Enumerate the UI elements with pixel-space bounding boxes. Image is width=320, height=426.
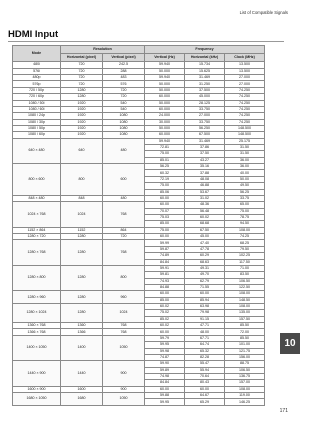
- horizontal-pixel-cell: 1280: [61, 304, 103, 323]
- clock-mhz-cell: 74.250: [225, 94, 265, 100]
- vertical-hz-cell: 59.89: [145, 367, 185, 373]
- clock-mhz-cell: 31.50: [225, 145, 265, 151]
- vertical-hz-cell: 85.00: [145, 297, 185, 303]
- vertical-hz-cell: 60.000: [145, 94, 185, 100]
- clock-mhz-cell: 108.00: [225, 227, 265, 233]
- horizontal-khz-cell: 62.79: [185, 278, 225, 284]
- vertical-pixel-cell: 1050: [103, 393, 145, 406]
- clock-mhz-cell: 74.250: [225, 113, 265, 119]
- horizontal-pixel-cell: 1920: [61, 125, 103, 131]
- vertical-pixel-cell: 480: [103, 195, 145, 201]
- mode-header: Mode: [13, 46, 61, 62]
- mode-cell: 1280 × 960: [13, 291, 61, 304]
- horizontal-khz-cell: 49.70: [185, 272, 225, 278]
- clock-mhz-cell: 74.250: [225, 119, 265, 125]
- clock-mhz-cell: 79.50: [225, 246, 265, 252]
- horizontal-khz-cell: 64.74: [185, 342, 225, 348]
- vertical-hz-cell: 50.000: [145, 81, 185, 87]
- mode-cell: 1280 × 800: [13, 265, 61, 290]
- clock-mhz-cell: 94.50: [225, 221, 265, 227]
- clock-mhz-cell: 156.00: [225, 354, 265, 360]
- horizontal-khz-cell: 47.71: [185, 323, 225, 329]
- vertical-pixel-cell: 720: [103, 234, 145, 240]
- vertical-hz-cell: 30.000: [145, 119, 185, 125]
- clock-mhz-cell: 157.00: [225, 380, 265, 386]
- horizontal-pixel-cell: 1440: [61, 361, 103, 386]
- horizontal-khz-cell: 43.27: [185, 157, 225, 163]
- vertical-hz-cell: 84.84: [145, 259, 185, 265]
- clock-mhz-cell: 148.500: [225, 132, 265, 138]
- vertical-pixel-cell: 960: [103, 291, 145, 304]
- page-header: List of Compatible Signals: [239, 10, 288, 15]
- clock-mhz-cell: 36.00: [225, 157, 265, 163]
- horizontal-khz-cell: 31.250: [185, 81, 225, 87]
- vertical-pixel-cell: 720: [103, 94, 145, 100]
- clock-mhz-cell: 117.50: [225, 259, 265, 265]
- vertical-pixel-cell: 480: [103, 138, 145, 163]
- vertical-hz-cell: 59.91: [145, 265, 185, 271]
- clock-mhz-cell: 88.75: [225, 361, 265, 367]
- mode-cell: 720 / 60p: [13, 94, 61, 100]
- mode-cell: 1280 × 720: [13, 234, 61, 240]
- mode-cell: 848 × 480: [13, 195, 61, 201]
- horizontal-khz-cell: 85.94: [185, 297, 225, 303]
- horizontal-khz-cell: 65.32: [185, 348, 225, 354]
- mode-cell: 1080 / 30p: [13, 119, 61, 125]
- vertical-hz-cell: 59.99: [145, 240, 185, 246]
- horizontal-pixel-cell: 720: [61, 68, 103, 74]
- mode-cell: 1360 × 768: [13, 323, 61, 329]
- vertical-pixel-cell: 1080: [103, 125, 145, 131]
- horizontal-khz-cell: 37.50: [185, 151, 225, 157]
- horizontal-khz-cell: 68.68: [185, 221, 225, 227]
- clock-mhz-cell: 106.50: [225, 278, 265, 284]
- clock-mhz-cell: 108.00: [225, 304, 265, 310]
- vertical-hz-cell: 59.940: [145, 138, 185, 144]
- vertical-pixel-cell: 1050: [103, 335, 145, 360]
- horizontal-pixel-cell: 1400: [61, 335, 103, 360]
- horizontal-pixel-cell: 640: [61, 138, 103, 163]
- vertical-pixel-cell: 768: [103, 323, 145, 329]
- clock-mhz-cell: 27.000: [225, 75, 265, 81]
- clock-mhz-cell: 157.50: [225, 316, 265, 322]
- clock-mhz-cell: 13.500: [225, 68, 265, 74]
- horizontal-pixel-cell: 1920: [61, 100, 103, 106]
- horizontal-khz-cell: 60.00: [185, 291, 225, 297]
- horizontal-khz-cell: 37.86: [185, 145, 225, 151]
- chapter-tab: [280, 333, 300, 354]
- title-divider: [8, 41, 284, 42]
- horizontal-khz-cell: 48.08: [185, 176, 225, 182]
- clock-mhz-cell: 65.00: [225, 202, 265, 208]
- horizontal-pixel-cell: 1920: [61, 113, 103, 119]
- horizontal-pixel-cell: 1280: [61, 291, 103, 304]
- clock-mhz-cell: 78.75: [225, 215, 265, 221]
- horizontal-khz-cell: 15.625: [185, 68, 225, 74]
- mode-cell: 1280 × 768: [13, 240, 61, 265]
- horizontal-khz-cell: 71.55: [185, 284, 225, 290]
- vertical-pixel-cell: 768: [103, 240, 145, 265]
- horizontal-pixel-cell: 1280: [61, 87, 103, 93]
- compatible-signals-table: [12, 45, 265, 406]
- horizontal-pixel-cell: 1280: [61, 265, 103, 290]
- horizontal-khz-cell: 27.000: [185, 113, 225, 119]
- vertical-hz-cell: 60.00: [145, 329, 185, 335]
- vertical-pixel-cell: 768: [103, 329, 145, 335]
- vertical-hz-cell: 74.87: [145, 354, 185, 360]
- horizontal-pixel-cell: 1152: [61, 227, 103, 233]
- vertical-hz-cell: 60.000: [145, 132, 185, 138]
- vertical-hz-cell: 85.06: [145, 189, 185, 195]
- horizontal-pixel-cell: 1280: [61, 240, 103, 265]
- clock-mhz-cell: 25.175: [225, 138, 265, 144]
- horizontal-khz-cell: 80.43: [185, 380, 225, 386]
- vertical-hz-cell: 72.19: [145, 176, 185, 182]
- mode-cell: 1080 / 60p: [13, 132, 61, 138]
- horizontal-pixel-cell: 1280: [61, 94, 103, 100]
- vertical-hz-cell: 59.98: [145, 348, 185, 354]
- clock-mhz-cell: 56.25: [225, 189, 265, 195]
- mode-cell: 1680 × 1050: [13, 393, 61, 406]
- mode-cell: 1366 × 768: [13, 329, 61, 335]
- vertical-hz-cell: 50.000: [145, 68, 185, 74]
- vertical-pixel-cell: 1024: [103, 304, 145, 323]
- mode-cell: 1024 × 768: [13, 202, 61, 227]
- clock-mhz-cell: 119.00: [225, 393, 265, 399]
- horizontal-pixel-cell: 1360: [61, 323, 103, 329]
- mode-cell: 640 × 480: [13, 138, 61, 163]
- vertical-hz-cell: 59.95: [145, 399, 185, 405]
- horizontal-khz-cell: 91.15: [185, 316, 225, 322]
- vertical-hz-cell: 85.01: [145, 157, 185, 163]
- horizontal-khz-cell: 64.67: [185, 393, 225, 399]
- vertical-hz-cell: 84.84: [145, 380, 185, 386]
- vertical-hz-cell: 74.89: [145, 253, 185, 259]
- vertical-hz-cell: 60.00: [145, 234, 185, 240]
- vertical-hz-cell: 50.000: [145, 100, 185, 106]
- frequency-header: Frequency: [145, 46, 265, 54]
- vertical-pixel-cell: 900: [103, 361, 145, 386]
- horizontal-khz-cell: 28.125: [185, 100, 225, 106]
- vertical-hz-cell: 74.98: [145, 373, 185, 379]
- clock-mhz-cell: 71.00: [225, 265, 265, 271]
- mode-cell: 576i: [13, 68, 61, 74]
- horizontal-khz-cell: 60.00: [185, 386, 225, 392]
- clock-mhz-cell: 146.25: [225, 399, 265, 405]
- horizontal-khz-cell: 33.750: [185, 119, 225, 125]
- vertical-hz-header: Vertical (Hz): [145, 54, 185, 62]
- clock-mhz-cell: 106.50: [225, 367, 265, 373]
- vertical-hz-cell: 75.03: [145, 215, 185, 221]
- horizontal-pixel-cell: 720: [61, 62, 103, 68]
- clock-mhz-cell: 36.00: [225, 164, 265, 170]
- mode-cell: 800 × 600: [13, 164, 61, 196]
- clock-mhz-cell: 135.00: [225, 310, 265, 316]
- horizontal-khz-cell: 45.000: [185, 94, 225, 100]
- horizontal-khz-cell: 15.734: [185, 62, 225, 68]
- vertical-hz-cell: 60.00: [145, 291, 185, 297]
- vertical-pixel-cell: 768: [103, 202, 145, 227]
- vertical-hz-cell: 75.00: [145, 183, 185, 189]
- vertical-pixel-cell: 576: [103, 81, 145, 87]
- vertical-hz-cell: 59.90: [145, 361, 185, 367]
- clock-mhz-cell: 148.50: [225, 297, 265, 303]
- vertical-hz-cell: 70.07: [145, 208, 185, 214]
- clock-mhz-cell: 50.00: [225, 176, 265, 182]
- horizontal-khz-cell: 31.02: [185, 195, 225, 201]
- horizontal-khz-cell: 48.36: [185, 202, 225, 208]
- horizontal-khz-cell: 67.500: [185, 132, 225, 138]
- vertical-hz-cell: 60.02: [145, 304, 185, 310]
- clock-mhz-cell: 85.50: [225, 323, 265, 329]
- clock-mhz-cell: 74.250: [225, 100, 265, 106]
- vertical-pixel-cell: 483: [103, 75, 145, 81]
- vertical-pixel-cell: 1080: [103, 113, 145, 119]
- mode-cell: 1152 × 864: [13, 227, 61, 233]
- vertical-hz-cell: 60.32: [145, 170, 185, 176]
- horizontal-pixel-cell: 1920: [61, 132, 103, 138]
- clock-mhz-cell: 74.25: [225, 234, 265, 240]
- clock-mhz-cell: 49.50: [225, 183, 265, 189]
- horizontal-khz-cell: 70.64: [185, 373, 225, 379]
- vertical-hz-cell: 60.00: [145, 202, 185, 208]
- vertical-hz-cell: 59.88: [145, 393, 185, 399]
- clock-mhz-cell: 74.250: [225, 106, 265, 112]
- horizontal-khz-cell: 55.94: [185, 367, 225, 373]
- vertical-pixel-cell: 540: [103, 100, 145, 106]
- mode-cell: 1080 / 24p: [13, 113, 61, 119]
- resolution-header: Resolution: [61, 46, 145, 54]
- horizontal-khz-cell: 65.29: [185, 399, 225, 405]
- horizontal-khz-cell: 79.98: [185, 310, 225, 316]
- chapter-tab-label: 10: [284, 338, 296, 349]
- vertical-pixel-cell: 1080: [103, 132, 145, 138]
- clock-mhz-cell: 101.00: [225, 342, 265, 348]
- clock-mhz-cell: 40.00: [225, 170, 265, 176]
- vertical-hz-cell: 75.00: [145, 151, 185, 157]
- horizontal-khz-cell: 49.31: [185, 265, 225, 271]
- vertical-pixel-cell: 720: [103, 87, 145, 93]
- horizontal-khz-cell: 60.02: [185, 215, 225, 221]
- mode-cell: 576p: [13, 81, 61, 87]
- vertical-pixel-header: Vertical (pixel): [103, 54, 145, 62]
- vertical-hz-cell: 60.00: [145, 195, 185, 201]
- horizontal-khz-cell: 55.47: [185, 361, 225, 367]
- mode-cell: 1600 × 900: [13, 386, 61, 392]
- horizontal-pixel-cell: 848: [61, 195, 103, 201]
- horizontal-khz-cell: 47.40: [185, 240, 225, 246]
- vertical-hz-cell: 75.02: [145, 310, 185, 316]
- vertical-pixel-cell: 1080: [103, 119, 145, 125]
- vertical-hz-cell: 59.940: [145, 62, 185, 68]
- mode-cell: 1400 × 1050: [13, 335, 61, 360]
- horizontal-khz-cell: 46.88: [185, 183, 225, 189]
- clock-mhz-cell: 136.75: [225, 373, 265, 379]
- vertical-hz-cell: 56.25: [145, 164, 185, 170]
- section-title: HDMI Input: [8, 29, 59, 40]
- vertical-hz-cell: 60.02: [145, 323, 185, 329]
- horizontal-khz-cell: 67.71: [185, 335, 225, 341]
- clock-mhz-cell: 74.250: [225, 87, 265, 93]
- clock-mhz-cell: 27.000: [225, 81, 265, 87]
- horizontal-pixel-header: Horizontal (pixel): [61, 54, 103, 62]
- mode-cell: 1080 / 50i: [13, 100, 61, 106]
- vertical-hz-cell: 60.000: [145, 106, 185, 112]
- horizontal-pixel-cell: 1920: [61, 119, 103, 125]
- horizontal-khz-cell: 31.469: [185, 138, 225, 144]
- horizontal-khz-cell: 60.29: [185, 253, 225, 259]
- horizontal-pixel-cell: 720: [61, 81, 103, 87]
- vertical-hz-cell: 24.000: [145, 113, 185, 119]
- mode-cell: 480p: [13, 75, 61, 81]
- horizontal-khz-cell: 56.250: [185, 125, 225, 131]
- vertical-pixel-cell: 864: [103, 227, 145, 233]
- vertical-pixel-cell: 600: [103, 164, 145, 196]
- page-number: 171: [279, 408, 288, 414]
- horizontal-pixel-cell: 1600: [61, 386, 103, 392]
- mode-cell: 1440 × 900: [13, 361, 61, 386]
- horizontal-khz-cell: 45.00: [185, 234, 225, 240]
- horizontal-khz-cell: 68.63: [185, 259, 225, 265]
- vertical-hz-cell: 59.95: [145, 342, 185, 348]
- clock-mhz-cell: 13.500: [225, 62, 265, 68]
- vertical-hz-cell: 74.93: [145, 278, 185, 284]
- clock-mhz-cell: 31.50: [225, 151, 265, 157]
- mode-cell: 1080 / 60i: [13, 106, 61, 112]
- horizontal-khz-cell: 82.28: [185, 354, 225, 360]
- horizontal-pixel-cell: 1366: [61, 329, 103, 335]
- horizontal-khz-header: Horizontal (kHz): [185, 54, 225, 62]
- vertical-pixel-cell: 900: [103, 386, 145, 392]
- mode-cell: 480i: [13, 62, 61, 68]
- vertical-hz-cell: 59.940: [145, 75, 185, 81]
- vertical-hz-cell: 50.000: [145, 125, 185, 131]
- table-body: [13, 62, 265, 405]
- clock-mhz-header: Clock (MHz): [225, 54, 265, 62]
- clock-mhz-cell: 72.00: [225, 329, 265, 335]
- horizontal-pixel-cell: 1680: [61, 393, 103, 406]
- vertical-hz-cell: 50.000: [145, 87, 185, 93]
- vertical-pixel-cell: 288: [103, 68, 145, 74]
- vertical-hz-cell: 85.00: [145, 221, 185, 227]
- horizontal-khz-cell: 56.48: [185, 208, 225, 214]
- horizontal-khz-cell: 35.16: [185, 164, 225, 170]
- horizontal-pixel-cell: 800: [61, 164, 103, 196]
- vertical-pixel-cell: 242.5: [103, 62, 145, 68]
- horizontal-khz-cell: 31.469: [185, 75, 225, 81]
- mode-cell: 720 / 50p: [13, 87, 61, 93]
- vertical-hz-cell: 84.88: [145, 284, 185, 290]
- clock-mhz-cell: 75.00: [225, 208, 265, 214]
- horizontal-khz-cell: 63.98: [185, 304, 225, 310]
- horizontal-khz-cell: 37.500: [185, 87, 225, 93]
- clock-mhz-cell: 148.500: [225, 125, 265, 131]
- horizontal-khz-cell: 47.78: [185, 246, 225, 252]
- horizontal-pixel-cell: 1920: [61, 106, 103, 112]
- mode-cell: 1080 / 50p: [13, 125, 61, 131]
- clock-mhz-cell: 33.75: [225, 195, 265, 201]
- vertical-hz-cell: 75.00: [145, 227, 185, 233]
- horizontal-pixel-cell: 1024: [61, 202, 103, 227]
- horizontal-khz-cell: 53.67: [185, 189, 225, 195]
- vertical-hz-cell: 60.00: [145, 386, 185, 392]
- horizontal-pixel-cell: 720: [61, 75, 103, 81]
- horizontal-khz-cell: 67.50: [185, 227, 225, 233]
- horizontal-pixel-cell: 1280: [61, 234, 103, 240]
- horizontal-khz-cell: 37.88: [185, 170, 225, 176]
- vertical-pixel-cell: 540: [103, 106, 145, 112]
- clock-mhz-cell: 85.50: [225, 335, 265, 341]
- vertical-hz-cell: 59.81: [145, 272, 185, 278]
- vertical-hz-cell: 59.79: [145, 335, 185, 341]
- horizontal-khz-cell: 48.00: [185, 329, 225, 335]
- mode-cell: 1280 × 1024: [13, 304, 61, 323]
- clock-mhz-cell: 121.75: [225, 348, 265, 354]
- clock-mhz-cell: 68.25: [225, 240, 265, 246]
- vertical-hz-cell: 85.02: [145, 316, 185, 322]
- clock-mhz-cell: 108.00: [225, 386, 265, 392]
- horizontal-khz-cell: 33.750: [185, 106, 225, 112]
- clock-mhz-cell: 83.50: [225, 272, 265, 278]
- vertical-hz-cell: 72.81: [145, 145, 185, 151]
- clock-mhz-cell: 108.00: [225, 291, 265, 297]
- clock-mhz-cell: 102.25: [225, 253, 265, 259]
- vertical-hz-cell: 59.87: [145, 246, 185, 252]
- vertical-pixel-cell: 800: [103, 265, 145, 290]
- clock-mhz-cell: 122.50: [225, 284, 265, 290]
